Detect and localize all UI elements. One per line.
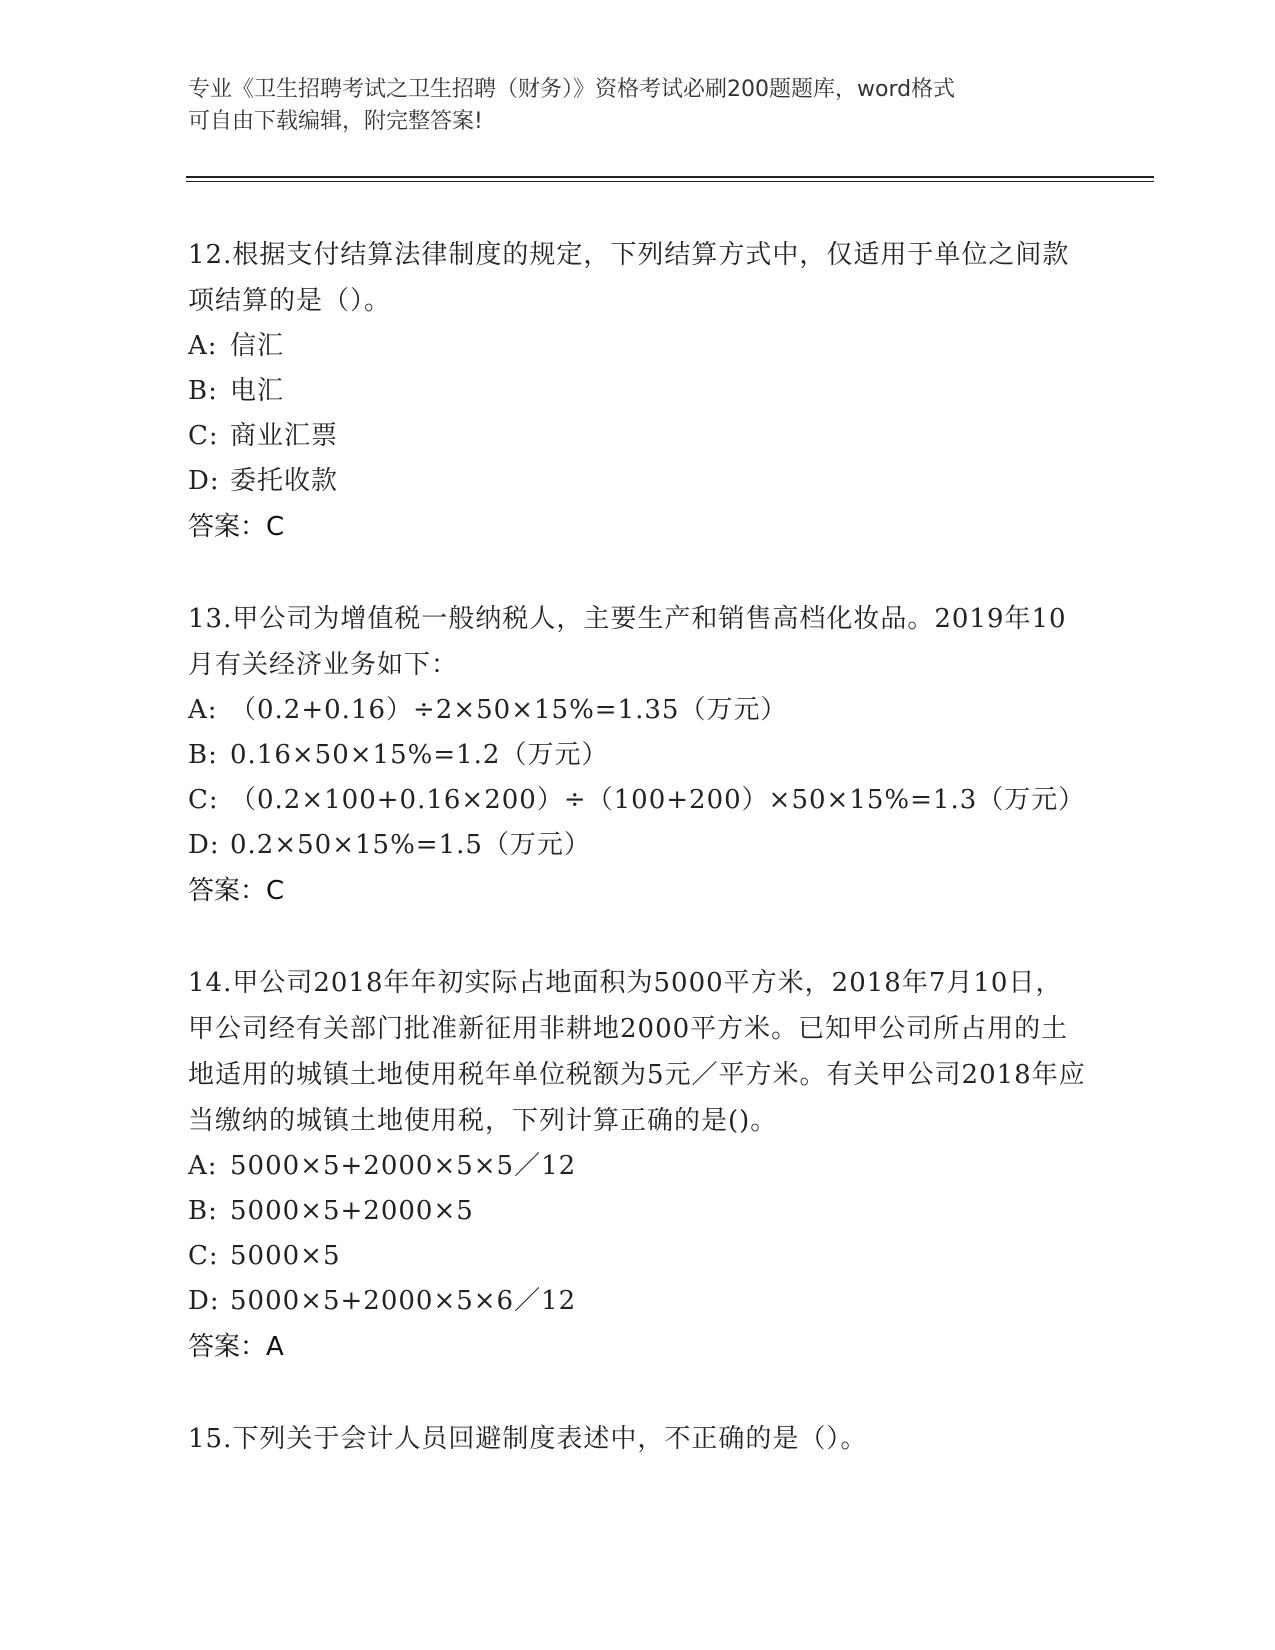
question-list bbox=[188, 232, 1088, 1508]
header-divider bbox=[186, 176, 1154, 182]
option-text: 电汇 bbox=[230, 376, 285, 406]
question-stem: 12.根据支付结算法律制度的规定，下列结算方式中，仅适用于单位之间款项结算的是（）。 bbox=[188, 240, 1070, 316]
option-letter: A: bbox=[188, 1151, 218, 1181]
option-c bbox=[188, 1234, 1088, 1279]
option-letter: B: bbox=[188, 740, 218, 770]
option-letter: D: bbox=[188, 466, 220, 496]
option-c bbox=[188, 414, 1088, 459]
option-b bbox=[188, 1189, 1088, 1234]
answer-line: 答案：C bbox=[188, 876, 285, 906]
header-line-1: 专业《卫生招聘考试之卫生招聘（财务）》资格考试必刷200题题库，word格式 bbox=[188, 77, 956, 102]
answer-line: 答案：A bbox=[188, 1332, 284, 1362]
option-letter: C: bbox=[188, 1241, 219, 1271]
question-stem: 15.下列关于会计人员回避制度表述中，不正确的是（）。 bbox=[188, 1424, 868, 1454]
option-text: 0.16×50×15%=1.2（万元） bbox=[230, 740, 609, 770]
option-text: 5000×5 bbox=[230, 1241, 341, 1271]
option-letter: D: bbox=[188, 1286, 220, 1316]
question-14 bbox=[188, 960, 1088, 1370]
option-text: 5000×5+2000×5 bbox=[230, 1196, 474, 1226]
option-text: （0.2×100+0.16×200）÷（100+200）×50×15%=1.3（万元） bbox=[230, 785, 1086, 815]
answer-line: 答案：C bbox=[188, 512, 285, 542]
option-text: 信汇 bbox=[230, 331, 285, 361]
question-stem: 14.甲公司2018年年初实际占地面积为5000平方米，2018年7月10日，甲公司经有关部门批准新征用非耕地2000平方米。已知甲公司所占用的土地适用的城镇土地使用税年单位税额为5元／平方米。有关甲公司2018年应当缴纳的城镇土地使用税，下列计算正确的是()。 bbox=[188, 968, 1086, 1136]
question-13 bbox=[188, 596, 1088, 914]
question-12 bbox=[188, 232, 1088, 550]
option-text: 0.2×50×15%=1.5（万元） bbox=[230, 830, 591, 860]
option-letter: B: bbox=[188, 376, 218, 406]
question-15 bbox=[188, 1416, 1088, 1462]
option-text: 商业汇票 bbox=[230, 421, 339, 451]
option-letter: C: bbox=[188, 421, 219, 451]
option-b bbox=[188, 733, 1088, 778]
option-c bbox=[188, 778, 1088, 823]
question-stem: 13.甲公司为增值税一般纳税人，主要生产和销售高档化妆品。2019年10月有关经济业务如下： bbox=[188, 604, 1067, 680]
option-text: 委托收款 bbox=[230, 466, 339, 496]
option-letter: A: bbox=[188, 695, 218, 725]
option-letter: D: bbox=[188, 830, 220, 860]
option-text: 5000×5+2000×5×6／12 bbox=[230, 1286, 577, 1316]
option-a bbox=[188, 324, 1088, 369]
option-letter: C: bbox=[188, 785, 219, 815]
option-d bbox=[188, 1279, 1088, 1324]
option-b bbox=[188, 369, 1088, 414]
option-d bbox=[188, 459, 1088, 504]
header-line-2: 可自由下载编辑，附完整答案! bbox=[188, 109, 483, 134]
option-text: （0.2+0.16）÷2×50×15%=1.35（万元） bbox=[230, 695, 788, 725]
option-d bbox=[188, 823, 1088, 868]
option-a bbox=[188, 1144, 1088, 1189]
document-header bbox=[188, 74, 1088, 138]
option-letter: A: bbox=[188, 331, 218, 361]
option-text: 5000×5+2000×5×5／12 bbox=[230, 1151, 577, 1181]
option-letter: B: bbox=[188, 1196, 218, 1226]
option-a bbox=[188, 688, 1088, 733]
